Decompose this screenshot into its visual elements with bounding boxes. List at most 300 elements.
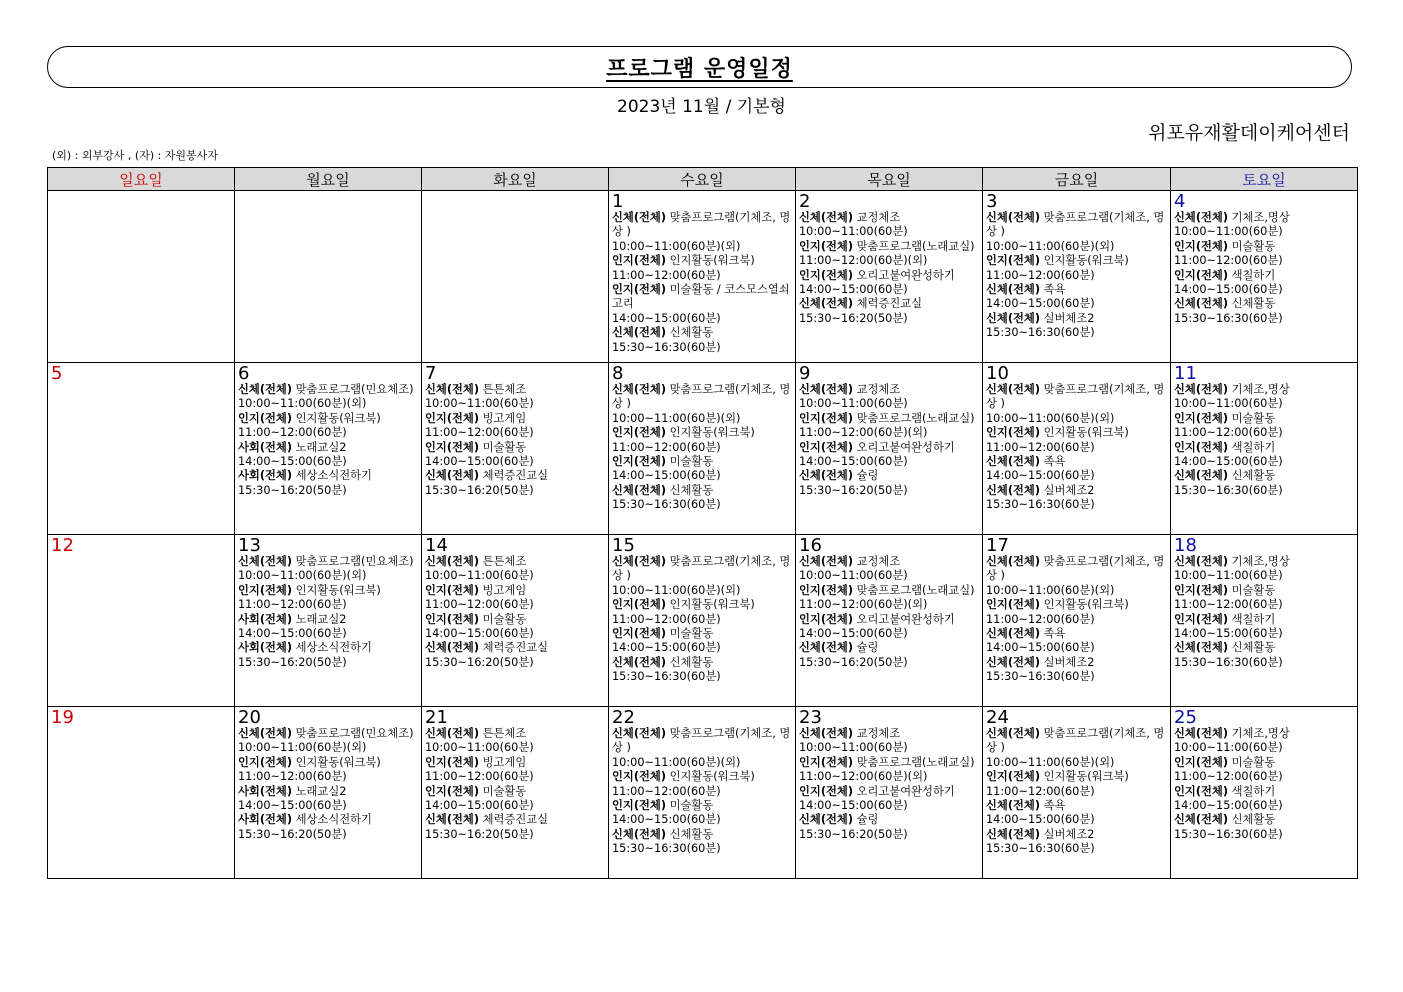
program-category: 신체(전체): [799, 813, 853, 827]
program-name: 빙고게임: [482, 755, 527, 769]
program-name: 족욕: [1043, 627, 1066, 641]
day-cell: [983, 707, 1171, 879]
program-entry: [612, 627, 792, 656]
program-name: 인지활동(워크북): [1043, 770, 1129, 784]
program-time: 14:00~15:00(60분): [799, 455, 908, 469]
program-time: 14:00~15:00(60분): [612, 813, 721, 827]
program-time: 10:00~11:00(60분): [799, 569, 908, 583]
day-cell: [235, 191, 422, 363]
program-category: 인지(전체): [1174, 411, 1228, 425]
program-name: 오리고붙여완성하기: [856, 784, 955, 798]
weekday-header-fri: 금요일: [983, 168, 1171, 191]
day-cell: [422, 535, 609, 707]
day-cell: [609, 363, 796, 535]
program-name: 인지활동(워크북): [669, 254, 755, 268]
program-time: 14:00~15:00(60분): [1174, 799, 1283, 813]
program-category: 신체(전체): [1174, 727, 1228, 740]
calendar-body: [48, 191, 1358, 879]
program-time: 11:00~12:00(60분)(외): [799, 426, 928, 440]
day-number: 4: [1174, 191, 1186, 212]
program-name: 신체활동: [1231, 469, 1276, 483]
day-cell: [48, 535, 235, 707]
program-name: 미술활동: [669, 455, 714, 469]
program-entry: [425, 469, 605, 498]
program-name: 맞춤프로그램(민요체조): [295, 555, 414, 568]
program-category: 신체(전체): [799, 555, 853, 568]
program-entry: [1174, 756, 1354, 785]
program-category: 신체(전체): [799, 383, 853, 396]
program-entry: [799, 641, 979, 670]
day-number: 6: [238, 363, 250, 384]
day-number: 1: [612, 191, 624, 212]
program-entry: [986, 627, 1167, 656]
program-time: 10:00~11:00(60분): [425, 741, 534, 755]
program-time: 14:00~15:00(60분): [986, 641, 1095, 655]
day-number: 10: [986, 363, 1009, 384]
program-entry: [425, 613, 605, 642]
program-time: 15:30~16:30(60분): [612, 340, 721, 354]
program-time: 15:30~16:30(60분): [1174, 827, 1283, 841]
program-entry: [1174, 584, 1354, 613]
program-name: 맞춤프로그램(기체조, 명상 ): [986, 727, 1165, 755]
program-time: 14:00~15:00(60분): [612, 469, 721, 483]
weekday-header-wed: 수요일: [609, 168, 796, 191]
program-name: 맞춤프로그램(기체조, 명상 ): [612, 211, 791, 239]
program-time: 15:30~16:20(50분): [425, 483, 534, 497]
program-name: 맞춤프로그램(노래교실): [856, 411, 975, 425]
program-category: 사회(전체): [238, 612, 292, 626]
program-entry: [1174, 269, 1354, 298]
program-category: 신체(전체): [612, 827, 666, 841]
program-time: 14:00~15:00(60분): [238, 799, 347, 813]
program-time: 10:00~11:00(60분)(외): [612, 239, 741, 253]
program-name: 인지활동(워크북): [669, 598, 755, 612]
program-entry: [986, 211, 1167, 254]
day-cell: [796, 363, 983, 535]
program-time: 10:00~11:00(60분)(외): [612, 583, 741, 597]
program-name: 오리고붙여완성하기: [856, 268, 955, 282]
day-cell: [48, 707, 235, 879]
program-category: 신체(전체): [612, 483, 666, 497]
program-name: 교정체조: [856, 383, 901, 396]
day-cell: [609, 191, 796, 363]
program-entry: [425, 756, 605, 785]
program-name: 교정체조: [856, 727, 901, 740]
program-entry: [799, 211, 979, 240]
program-entry: [799, 613, 979, 642]
program-entry: [238, 727, 418, 756]
program-category: 인지(전체): [1174, 239, 1228, 253]
program-category: 사회(전체): [238, 440, 292, 454]
day-cell: [1171, 191, 1358, 363]
day-number: 14: [425, 535, 448, 556]
program-time: 10:00~11:00(60분): [799, 741, 908, 755]
program-entry: [986, 254, 1167, 283]
program-name: 기체조,명상: [1231, 383, 1290, 396]
day-number: 16: [799, 535, 822, 556]
program-time: 15:30~16:30(60분): [986, 670, 1095, 684]
program-category: 인지(전체): [799, 411, 853, 425]
program-category: 신체(전체): [986, 627, 1040, 641]
program-category: 인지(전체): [1174, 755, 1228, 769]
program-time: 11:00~12:00(60분): [425, 770, 534, 784]
program-time: 11:00~12:00(60분): [238, 426, 347, 440]
program-time: 14:00~15:00(60분): [986, 813, 1095, 827]
program-name: 슐링: [856, 641, 879, 655]
program-name: 인지활동(워크북): [669, 770, 755, 784]
program-name: 인지활동(워크북): [1043, 598, 1129, 612]
program-entry: [1174, 641, 1354, 670]
program-entry: [799, 269, 979, 298]
program-time: 15:30~16:20(50분): [425, 827, 534, 841]
program-name: 신체활동: [1231, 813, 1276, 827]
program-name: 맞춤프로그램(기체조, 명상 ): [986, 555, 1165, 583]
program-category: 신체(전체): [238, 383, 292, 396]
program-category: 인지(전체): [799, 612, 853, 626]
program-entry: [238, 469, 418, 498]
day-number: 5: [51, 363, 63, 384]
day-number: 12: [51, 535, 74, 556]
program-category: 신체(전체): [425, 727, 479, 740]
program-entry: [612, 211, 792, 254]
program-time: 15:30~16:30(60분): [1174, 311, 1283, 325]
program-category: 인지(전체): [612, 627, 666, 641]
program-name: 색칠하기: [1231, 784, 1276, 798]
program-category: 사회(전체): [238, 813, 292, 827]
program-category: 인지(전체): [986, 598, 1040, 612]
program-entry: [238, 441, 418, 470]
program-time: 14:00~15:00(60분): [612, 311, 721, 325]
day-number: 3: [986, 191, 998, 212]
program-entry: [986, 598, 1167, 627]
program-entry: [799, 412, 979, 441]
program-entry: [425, 641, 605, 670]
program-time: 10:00~11:00(60분)(외): [612, 755, 741, 769]
program-category: 신체(전체): [986, 555, 1040, 568]
day-number: 24: [986, 707, 1009, 728]
program-name: 맞춤프로그램(노래교실): [856, 583, 975, 597]
program-entry: [1174, 727, 1354, 756]
program-time: 11:00~12:00(60분): [425, 598, 534, 612]
program-time: 10:00~11:00(60분)(외): [612, 411, 741, 425]
program-name: 인지활동(워크북): [669, 426, 755, 440]
program-entry: [1174, 813, 1354, 842]
program-category: 인지(전체): [612, 598, 666, 612]
day-cell: [1171, 707, 1358, 879]
program-category: 신체(전체): [986, 655, 1040, 669]
program-category: 인지(전체): [799, 268, 853, 282]
program-entry: [1174, 441, 1354, 470]
program-category: 신체(전체): [612, 727, 666, 740]
program-category: 인지(전체): [425, 411, 479, 425]
program-category: 인지(전체): [238, 411, 292, 425]
program-time: 11:00~12:00(60분)(외): [799, 598, 928, 612]
program-entry: [799, 469, 979, 498]
program-time: 14:00~15:00(60분): [1174, 455, 1283, 469]
program-category: 인지(전체): [1174, 440, 1228, 454]
weekday-header-row: [48, 168, 1358, 191]
program-time: 11:00~12:00(60분): [238, 598, 347, 612]
program-name: 색칠하기: [1231, 440, 1276, 454]
program-name: 실버체조2: [1043, 827, 1095, 841]
day-cell: [235, 707, 422, 879]
program-category: 신체(전체): [612, 383, 666, 396]
program-time: 15:30~16:30(60분): [1174, 655, 1283, 669]
program-entry: [799, 240, 979, 269]
program-category: 인지(전체): [425, 784, 479, 798]
program-time: 10:00~11:00(60분): [425, 569, 534, 583]
program-entry: [612, 484, 792, 513]
program-time: 10:00~11:00(60분)(외): [238, 569, 367, 583]
program-time: 11:00~12:00(60분): [612, 784, 721, 798]
program-entry: [612, 656, 792, 685]
program-entry: [986, 770, 1167, 799]
program-entry: [1174, 240, 1354, 269]
program-name: 맞춤프로그램(노래교실): [856, 755, 975, 769]
program-name: 맞춤프로그램(민요체조): [295, 383, 414, 396]
program-entry: [1174, 555, 1354, 584]
program-time: 11:00~12:00(60분): [986, 612, 1095, 626]
program-name: 신체활동: [1231, 641, 1276, 655]
program-time: 10:00~11:00(60분)(외): [986, 239, 1115, 253]
program-name: 맞춤프로그램(기체조, 명상 ): [986, 211, 1165, 239]
program-time: 11:00~12:00(60분): [612, 440, 721, 454]
program-category: 사회(전체): [238, 469, 292, 483]
day-number: 11: [1174, 363, 1197, 384]
program-name: 인지활동(워크북): [1043, 254, 1129, 268]
program-time: 11:00~12:00(60분): [986, 440, 1095, 454]
program-name: 오리고붙여완성하기: [856, 612, 955, 626]
program-entry: [986, 383, 1167, 426]
program-entry: [612, 727, 792, 770]
program-category: 신체(전체): [986, 827, 1040, 841]
program-entry: [799, 383, 979, 412]
program-name: 인지활동(워크북): [295, 583, 381, 597]
week-row: [48, 191, 1358, 363]
program-entry: [986, 828, 1167, 857]
program-name: 노래교실2: [295, 784, 347, 798]
program-time: 15:30~16:30(60분): [986, 498, 1095, 512]
program-name: 오리고붙여완성하기: [856, 440, 955, 454]
program-time: 10:00~11:00(60분)(외): [238, 397, 367, 411]
program-category: 인지(전체): [612, 455, 666, 469]
program-time: 15:30~16:30(60분): [986, 842, 1095, 856]
program-entry: [1174, 297, 1354, 326]
program-time: 14:00~15:00(60분): [799, 283, 908, 297]
program-time: 15:30~16:20(50분): [799, 311, 908, 325]
program-entry: [425, 727, 605, 756]
program-time: 15:30~16:20(50분): [238, 655, 347, 669]
program-entry: [612, 828, 792, 857]
program-name: 실버체조2: [1043, 655, 1095, 669]
program-time: 11:00~12:00(60분): [238, 770, 347, 784]
program-time: 11:00~12:00(60분): [1174, 598, 1283, 612]
program-time: 11:00~12:00(60분)(외): [799, 254, 928, 268]
program-category: 사회(전체): [238, 641, 292, 655]
day-number: 22: [612, 707, 635, 728]
day-cell: [422, 363, 609, 535]
program-time: 11:00~12:00(60분): [1174, 770, 1283, 784]
program-name: 체력증진교실: [482, 641, 549, 655]
program-entry: [799, 555, 979, 584]
program-category: 신체(전체): [986, 483, 1040, 497]
program-entry: [1174, 383, 1354, 412]
program-time: 14:00~15:00(60분): [1174, 283, 1283, 297]
program-category: 신체(전체): [986, 211, 1040, 224]
program-name: 기체조,명상: [1231, 211, 1290, 224]
program-name: 세상소식전하기: [295, 469, 372, 483]
program-category: 신체(전체): [425, 469, 479, 483]
program-entry: [1174, 613, 1354, 642]
program-name: 맞춤프로그램(기체조, 명상 ): [986, 383, 1165, 411]
program-category: 인지(전체): [612, 426, 666, 440]
program-time: 10:00~11:00(60분): [799, 225, 908, 239]
program-time: 15:30~16:20(50분): [799, 827, 908, 841]
program-category: 신체(전체): [1174, 641, 1228, 655]
program-entry: [986, 426, 1167, 455]
program-category: 인지(전체): [986, 426, 1040, 440]
program-entry: [425, 441, 605, 470]
program-time: 10:00~11:00(60분)(외): [238, 741, 367, 755]
program-name: 실버체조2: [1043, 483, 1095, 497]
program-entry: [799, 813, 979, 842]
program-time: 11:00~12:00(60분)(외): [799, 770, 928, 784]
program-name: 맞춤프로그램(기체조, 명상 ): [612, 383, 791, 411]
program-entry: [238, 555, 418, 584]
calendar-table: [47, 167, 1358, 879]
program-name: 인지활동(워크북): [1043, 426, 1129, 440]
program-time: 11:00~12:00(60분): [1174, 426, 1283, 440]
program-name: 체력증진교실: [482, 469, 549, 483]
program-entry: [238, 756, 418, 785]
program-entry: [799, 785, 979, 814]
program-entry: [612, 283, 792, 326]
program-entry: [612, 799, 792, 828]
program-entry: [612, 426, 792, 455]
weekday-header-mon: 월요일: [235, 168, 422, 191]
program-entry: [238, 813, 418, 842]
program-category: 신체(전체): [612, 555, 666, 568]
day-cell: [422, 191, 609, 363]
program-name: 신체활동: [669, 483, 714, 497]
program-name: 신체활동: [1231, 297, 1276, 311]
program-name: 신체활동: [669, 655, 714, 669]
program-category: 인지(전체): [799, 784, 853, 798]
program-category: 신체(전체): [612, 655, 666, 669]
day-cell: [796, 535, 983, 707]
program-time: 11:00~12:00(60분): [986, 268, 1095, 282]
program-entry: [986, 283, 1167, 312]
program-name: 색칠하기: [1231, 612, 1276, 626]
day-number: 17: [986, 535, 1009, 556]
weekday-header-sun: 일요일: [48, 168, 235, 191]
program-category: 신체(전체): [238, 727, 292, 740]
program-name: 미술활동: [1231, 239, 1276, 253]
program-time: 15:30~16:30(60분): [986, 326, 1095, 340]
program-category: 신체(전체): [799, 297, 853, 311]
program-category: 신체(전체): [425, 555, 479, 568]
program-name: 슐링: [856, 469, 879, 483]
program-name: 색칠하기: [1231, 268, 1276, 282]
program-category: 신체(전체): [986, 799, 1040, 813]
program-time: 15:30~16:30(60분): [612, 670, 721, 684]
program-entry: [799, 727, 979, 756]
program-entry: [612, 383, 792, 426]
program-name: 미술활동: [1231, 411, 1276, 425]
program-name: 미술활동: [482, 612, 527, 626]
day-cell: [48, 363, 235, 535]
program-time: 10:00~11:00(60분): [1174, 741, 1283, 755]
program-category: 인지(전체): [425, 583, 479, 597]
program-name: 빙고게임: [482, 583, 527, 597]
program-time: 10:00~11:00(60분)(외): [986, 411, 1115, 425]
program-entry: [612, 555, 792, 598]
program-time: 11:00~12:00(60분): [1174, 254, 1283, 268]
program-time: 14:00~15:00(60분): [425, 799, 534, 813]
program-name: 맞춤프로그램(기체조, 명상 ): [612, 555, 791, 583]
program-name: 맞춤프로그램(노래교실): [856, 239, 975, 253]
program-name: 맞춤프로그램(기체조, 명상 ): [612, 727, 791, 755]
page-title: 프로그램 운영일정: [606, 56, 793, 82]
program-name: 세상소식전하기: [295, 813, 372, 827]
program-category: 신체(전체): [986, 383, 1040, 396]
day-cell: [983, 363, 1171, 535]
program-entry: [1174, 412, 1354, 441]
day-cell: [48, 191, 235, 363]
program-name: 미술활동: [482, 440, 527, 454]
program-entry: [238, 641, 418, 670]
program-time: 14:00~15:00(60분): [612, 641, 721, 655]
day-number: 18: [1174, 535, 1197, 556]
day-cell: [796, 707, 983, 879]
program-name: 미술활동 / 코스모스열쇠고리: [612, 283, 790, 311]
program-name: 맞춤프로그램(민요체조): [295, 727, 414, 740]
page-subtitle: 2023년 11월 / 기본형: [617, 97, 786, 117]
program-category: 신체(전체): [612, 326, 666, 340]
program-category: 신체(전체): [1174, 297, 1228, 311]
program-category: 인지(전체): [238, 755, 292, 769]
program-name: 미술활동: [1231, 755, 1276, 769]
program-time: 15:30~16:30(60분): [612, 498, 721, 512]
program-time: 10:00~11:00(60분)(외): [986, 583, 1115, 597]
program-time: 15:30~16:20(50분): [799, 483, 908, 497]
program-category: 인지(전체): [799, 440, 853, 454]
program-category: 신체(전체): [425, 813, 479, 827]
program-entry: [425, 813, 605, 842]
program-entry: [425, 555, 605, 584]
program-name: 인지활동(워크북): [295, 411, 381, 425]
day-number: 13: [238, 535, 261, 556]
day-number: 8: [612, 363, 624, 384]
program-name: 노래교실2: [295, 440, 347, 454]
program-entry: [799, 441, 979, 470]
program-time: 10:00~11:00(60분): [1174, 225, 1283, 239]
center-name: 위포유재활데이케어센터: [1148, 122, 1350, 144]
program-entry: [1174, 469, 1354, 498]
program-name: 세상소식전하기: [295, 641, 372, 655]
program-category: 신체(전체): [986, 455, 1040, 469]
program-category: 인지(전체): [612, 283, 666, 297]
program-entry: [799, 297, 979, 326]
week-row: [48, 535, 1358, 707]
program-name: 빙고게임: [482, 411, 527, 425]
program-name: 신체활동: [669, 326, 714, 340]
day-number: 20: [238, 707, 261, 728]
program-time: 15:30~16:20(50분): [425, 655, 534, 669]
program-entry: [238, 785, 418, 814]
program-time: 14:00~15:00(60분): [238, 455, 347, 469]
program-entry: [986, 455, 1167, 484]
